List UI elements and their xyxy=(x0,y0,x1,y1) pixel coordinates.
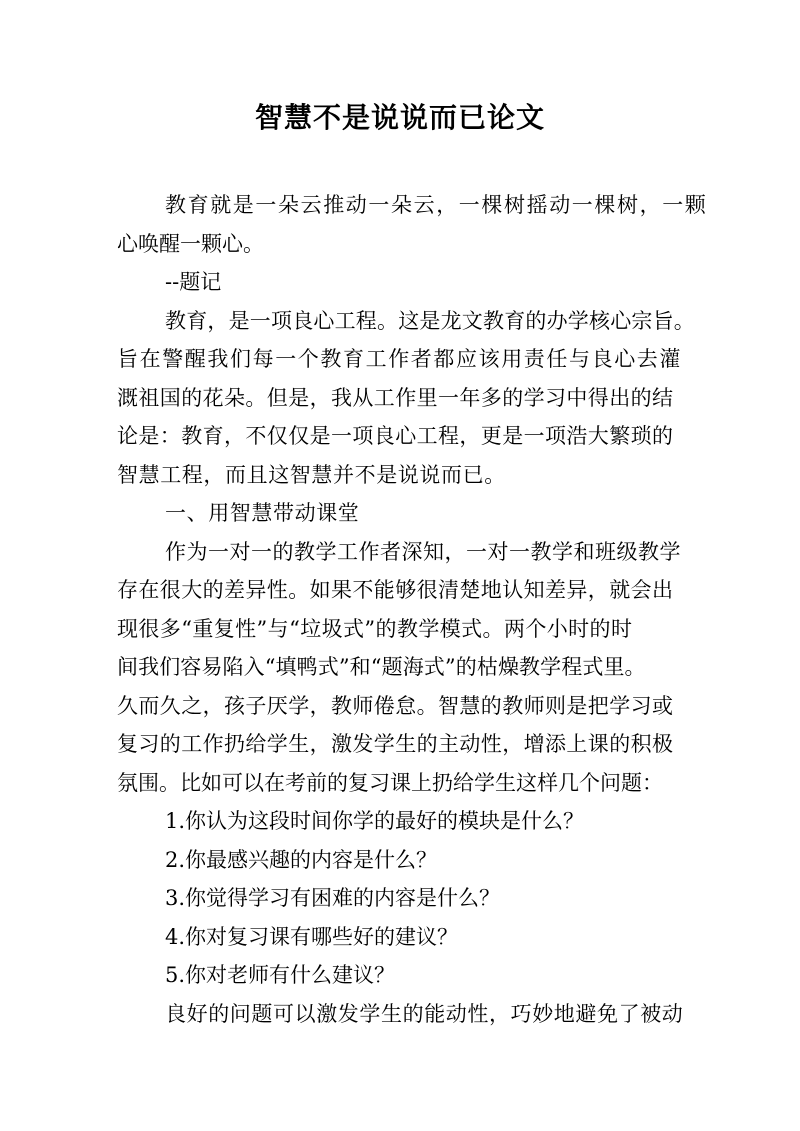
paragraph-1-line-3: 溉祖国的花朵。但是，我从工作里一年多的学习中得出的结 xyxy=(117,385,674,410)
paragraph-1-line-2: 旨在警醒我们每一个教育工作者都应该用责任与良心去灌 xyxy=(117,347,682,371)
question-item-4: 4.你对复习课有哪些好的建议？ xyxy=(165,924,459,949)
epigraph-line-2: 心唤醒一颗心。 xyxy=(117,231,264,256)
paragraph-2 xyxy=(117,533,683,803)
epigraph-line-1: 教育就是一朵云推动一朵云，一棵树摇动一棵树，一颗 xyxy=(165,193,708,217)
question-item-3: 3.你觉得学习有困难的内容是什么？ xyxy=(165,886,501,910)
paragraph-2-line-6: 复习的工作扔给学生，激发学生的主动性，增添上课的积极 xyxy=(117,732,674,756)
document-title: 智慧不是说说而已论文 xyxy=(254,101,545,134)
epigraph-attribution: --题记 xyxy=(165,270,222,294)
paragraph-2-line-7: 氛围。比如可以在考前的复习课上扔给学生这样几个问题： xyxy=(117,770,663,795)
question-item-5: 5.你对老师有什么建议？ xyxy=(165,963,396,987)
paragraph-1 xyxy=(117,302,695,495)
paragraph-3-line-1: 良好的问题可以激发学生的能动性，巧妙地避免了被动 xyxy=(165,1001,684,1026)
paragraph-2-line-5: 久而久之，孩子厌学，教师倦怠。智慧的教师则是把学习或 xyxy=(117,693,674,718)
paragraph-2-line-2: 存在很大的差异性。如果不能够很清楚地认知差异，就会出 xyxy=(117,578,674,602)
question-item-2: 2.你最感兴趣的内容是什么？ xyxy=(165,847,438,872)
paragraph-1-line-5: 智慧工程，而且这智慧并不是说说而已。 xyxy=(117,462,506,487)
paragraph-1-line-1: 教育，是一项良心工程。这是龙文教育的办学核心宗旨。 xyxy=(165,308,695,333)
epigraph xyxy=(117,186,708,263)
section-heading-1: 一、用智慧带动课堂 xyxy=(165,501,360,525)
document-body xyxy=(117,186,708,1033)
question-list xyxy=(117,802,683,995)
paragraph-1-line-4: 论是：教育，不仅仅是一项良心工程，更是一项浩大繁琐的 xyxy=(117,424,674,448)
paragraph-2-line-1: 作为一对一的教学工作者深知，一对一教学和班级教学 xyxy=(165,539,681,564)
paragraph-2-line-3: 现很多“重复性”与“垃圾式”的教学模式。两个小时的时 xyxy=(117,616,633,641)
paragraph-2-line-4: 间我们容易陷入“填鸭式”和“题海式”的枯燥教学程式里。 xyxy=(117,655,646,679)
question-item-1: 1.你认为这段时间你学的最好的模块是什么？ xyxy=(165,809,585,833)
